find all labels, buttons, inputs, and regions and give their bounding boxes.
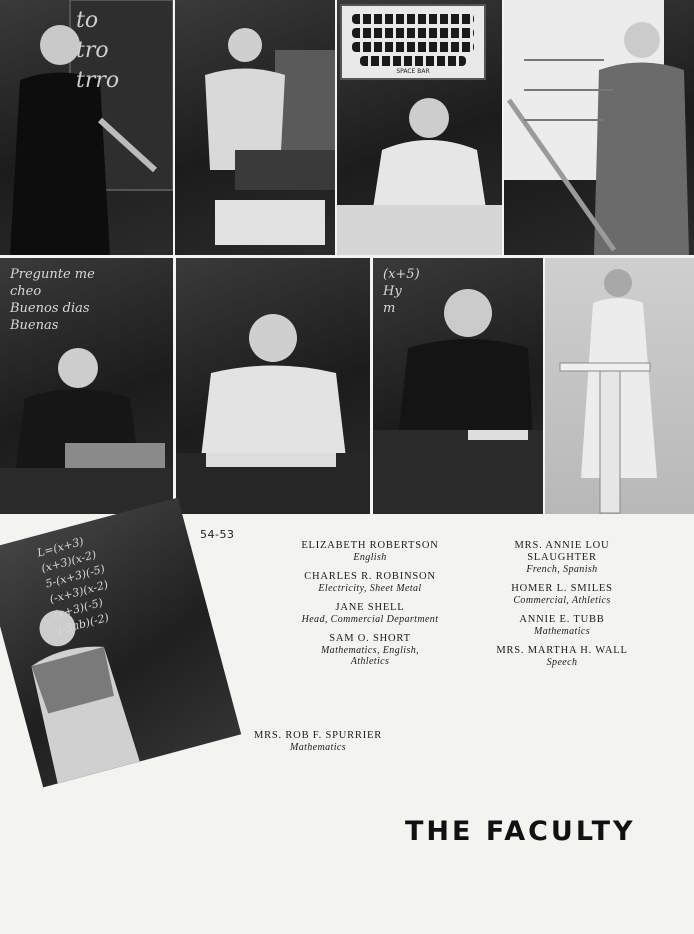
faculty-subject: Mathematics (533, 626, 591, 637)
faculty-subject: Head, Commercial Department (301, 614, 439, 625)
faculty-subject: Mathematics (289, 742, 347, 753)
chalkboard-writing: to tro trro (76, 8, 120, 93)
faculty-entry-spurrier (228, 730, 408, 753)
photo-shell (337, 0, 502, 255)
faculty-name: MRS. MARTHA H. WALL (496, 645, 628, 656)
portrait-figure (545, 258, 694, 514)
faculty-name: SAM O. SHORT (329, 633, 411, 644)
faculty-name: CHARLES R. ROBINSON (304, 571, 436, 582)
faculty-entry (472, 540, 652, 575)
photo-tubb (373, 258, 543, 514)
faculty-subject: Electricity, Sheet Metal (318, 583, 422, 594)
photo-robinson (175, 0, 335, 255)
portrait-figure (175, 0, 335, 255)
chalkboard-writing: (x+5) Hy m (383, 267, 420, 316)
faculty-column-left (280, 540, 460, 675)
photo-short (504, 0, 694, 255)
faculty-subject: French, Spanish (526, 564, 598, 575)
page-title: THE FACULTY (405, 816, 636, 847)
faculty-name: HOMER L. SMILES (511, 583, 613, 594)
chalkboard-writing: L=(x+3) (x+3)(x-2) 5-(x+3)(-5) (-x+3)(x-2) (x+3)(-5) (-3ab)(-2) (35, 534, 111, 637)
faculty-name: MRS. ANNIE LOU SLAUGHTER (514, 540, 610, 563)
faculty-entry (280, 571, 460, 594)
keyboard-chart (340, 4, 486, 80)
portrait-figure (504, 0, 694, 255)
faculty-entry (472, 614, 652, 637)
chalkboard-writing: Pregunte me cheo Buenos dias Buenas (10, 267, 95, 333)
faculty-subject: English (353, 552, 387, 563)
photo-slaughter (0, 258, 173, 514)
photo-smiles (176, 258, 370, 514)
faculty-subject: Speech (546, 657, 578, 668)
faculty-name: ANNIE E. TUBB (519, 614, 605, 625)
faculty-name: JANE SHELL (335, 602, 405, 613)
chart-label: SPACE BAR (396, 68, 430, 75)
portrait-figure (176, 258, 370, 514)
faculty-subject: Mathematics, English, Athletics (320, 645, 420, 667)
faculty-name: ELIZABETH ROBERTSON (301, 540, 439, 551)
faculty-entry (280, 633, 460, 667)
portrait-figure (0, 498, 241, 788)
faculty-entry (280, 602, 460, 625)
faculty-column-right (472, 540, 652, 676)
photo-spurrier (0, 498, 241, 788)
faculty-name: MRS. ROB F. SPURRIER (253, 730, 383, 741)
handwritten-note: 54-53 (200, 528, 235, 541)
faculty-entry (472, 645, 652, 668)
faculty-entry (472, 583, 652, 606)
photo-robertson (0, 0, 173, 255)
photo-wall (545, 258, 694, 514)
faculty-subject: Commercial, Athletics (513, 595, 611, 606)
faculty-entry (280, 540, 460, 563)
